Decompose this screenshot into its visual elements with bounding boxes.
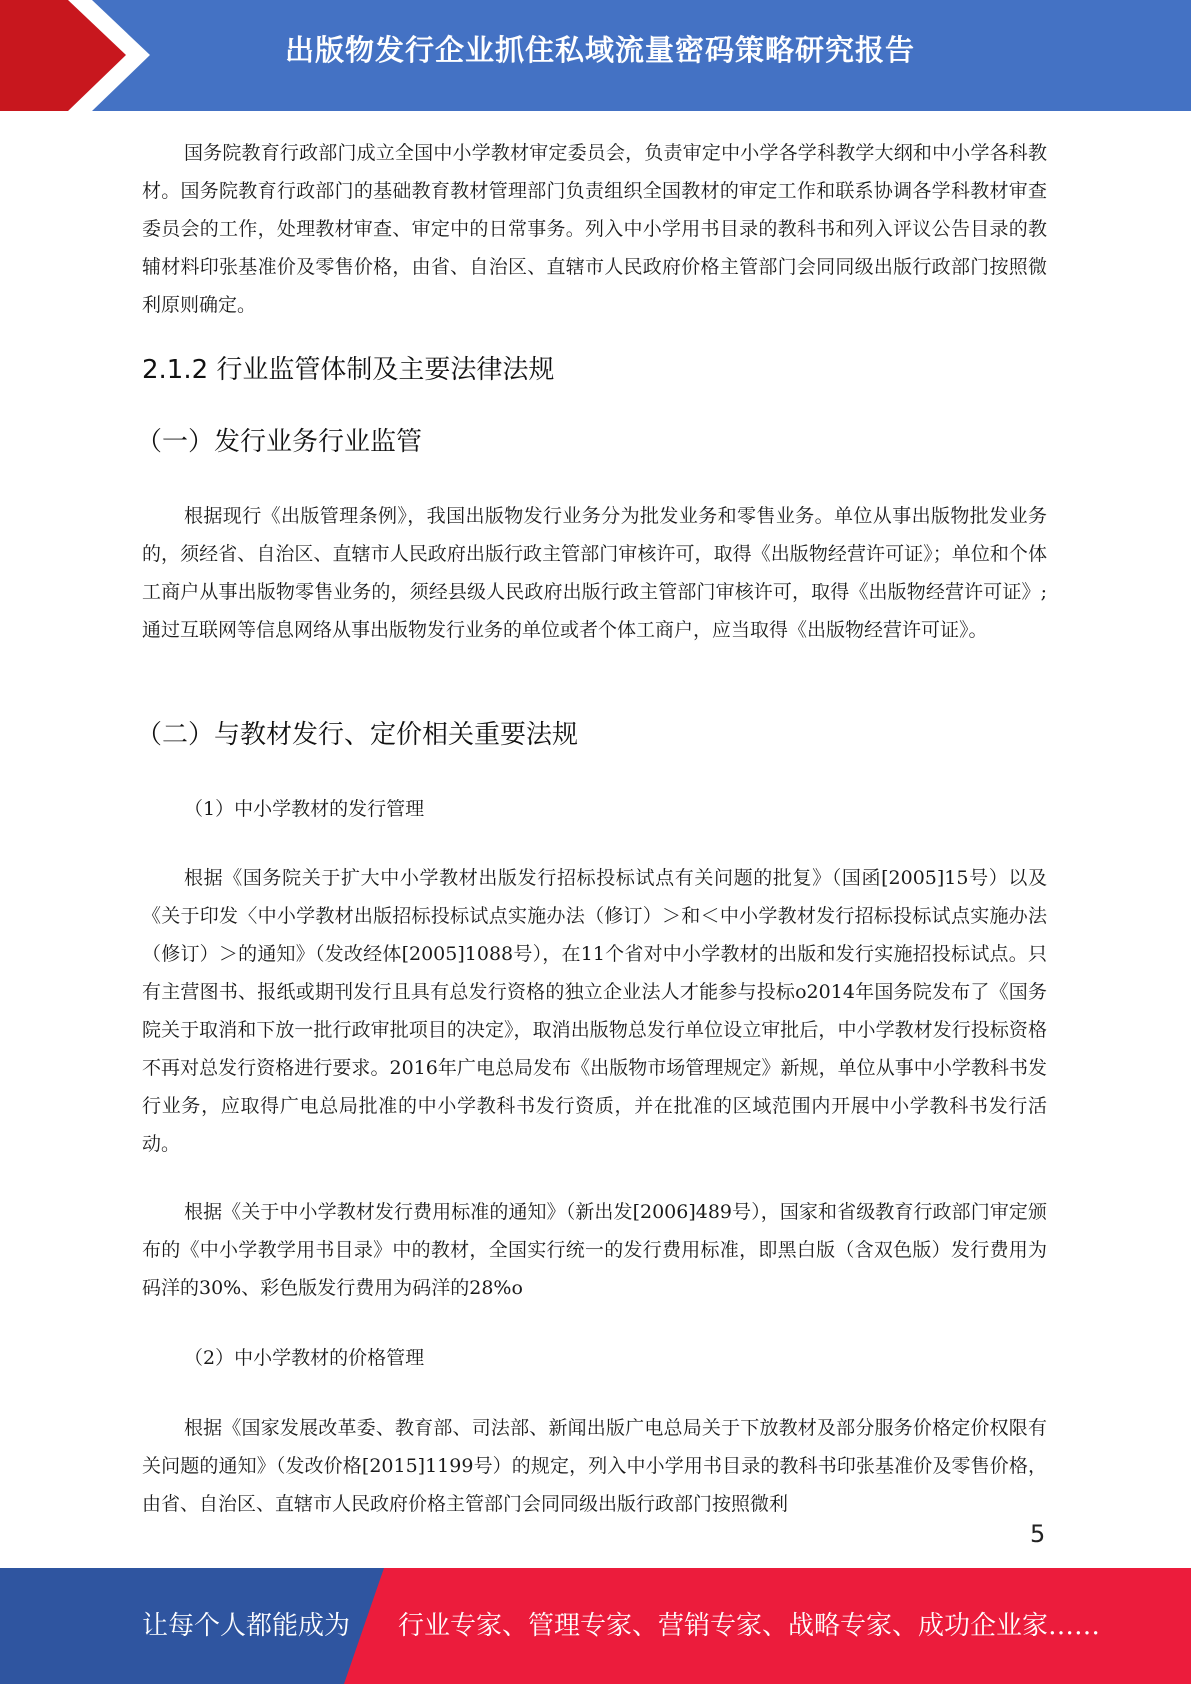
sub-heading-regulations: （二）与教材发行、定价相关重要法规 [136,720,579,750]
item-price-management: （2）中小学教材的价格管理 [184,1347,425,1369]
paragraph-intro: 国务院教育行政部门成立全国中小学教材审定委员会，负责审定中小学各学科教学大纲和中小学各科教材。国务院教育行政部门的基础教育教材管理部门负责组织全国教材的审定工作和联系协调各学科教材审查委员会的工作，处理教材审查、审定中的日常事务。列入中小学用书目录的教科书和列入评议公告目录的教辅材料印张基准价及零售价格，由省、自治区、直辖市人民政府价格主管部门会同同级出版行政部门按照微利原则确定。 [142,142,1047,316]
footer-slogan-left: 让每个人都能成为 [142,1611,351,1641]
item-distribution-management: （1）中小学教材的发行管理 [184,798,425,820]
chevron-arrow-icon [0,0,150,111]
paragraph-pricing: 根据《国家发展改革委、教育部、司法部、新闻出版广电总局关于下放教材及部分服务价格定价权限有关问题的通知》（发改价格[2015]1199号）的规定，列入中小学用书目录的教科书印张基准价及零售价格，由省、自治区、直辖市人民政府价格主管部门会同同级出版行政部门按照微利 [142,1417,1047,1515]
sub-heading-supervision: （一）发行业务行业监管 [136,427,423,457]
report-title: 出版物发行企业抓住私域流量密码策略研究报告 [284,33,915,67]
paragraph-tender: 根据《国务院关于扩大中小学教材出版发行招标投标试点有关问题的批复》（国函[2005]15号）以及《关于印发〈中小学教材出版招标投标试点实施办法（修订）＞和＜中小学教材发行招标投标试点实施办法（修订）＞的通知》（发改经体[2005]1088号），在11个省对中小学教材的出版和发行实施招投标试点。只有主营图书、报纸或期刊发行且具有总发行资格的独立企业法人才能参与投标o2014年国务院发布了《国务院关于取消和下放一批行政审批项目的决定》，取消出版物总发行单位设立审批后，中小学教材发行投标资格不再对总发行资格进行要求。2016年广电总局发布《出版物市场管理规定》新规，单位从事中小学教科书发行业务，应取得广电总局批准的中小学教科书发行资质，并在批准的区域范围内开展中小学教科书发行活动。 [142,867,1047,1155]
page-footer [0,1568,1191,1684]
page-number: 5 [1030,1520,1046,1548]
footer-slogan-right: 行业专家、管理专家、营销专家、战略专家、成功企业家…… [398,1611,1101,1641]
paragraph-supervision: 根据现行《出版管理条例》，我国出版物发行业务分为批发业务和零售业务。单位从事出版物批发业务的，须经省、自治区、直辖市人民政府出版行政主管部门审核许可，取得《出版物经营许可证》；单位和个体工商户从事出版物零售业务的，须经县级人民政府出版行政主管部门审核许可，取得《出版物经营许可证》;通过互联网等信息网络从事出版物发行业务的单位或者个体工商户，应当取得《出版物经营许可证》。 [142,505,1047,641]
paragraph-fee-standard: 根据《关于中小学教材发行费用标准的通知》（新出发[2006]489号），国家和省级教育行政部门审定颁布的《中小学教学用书目录》中的教材，全国实行统一的发行费用标准，即黑白版（含双色版）发行费用为码洋的30%、彩色版发行费用为码洋的28%o [142,1201,1047,1299]
page-header [0,0,1191,111]
section-heading: 2.1.2 行业监管体制及主要法律法规 [142,355,555,385]
